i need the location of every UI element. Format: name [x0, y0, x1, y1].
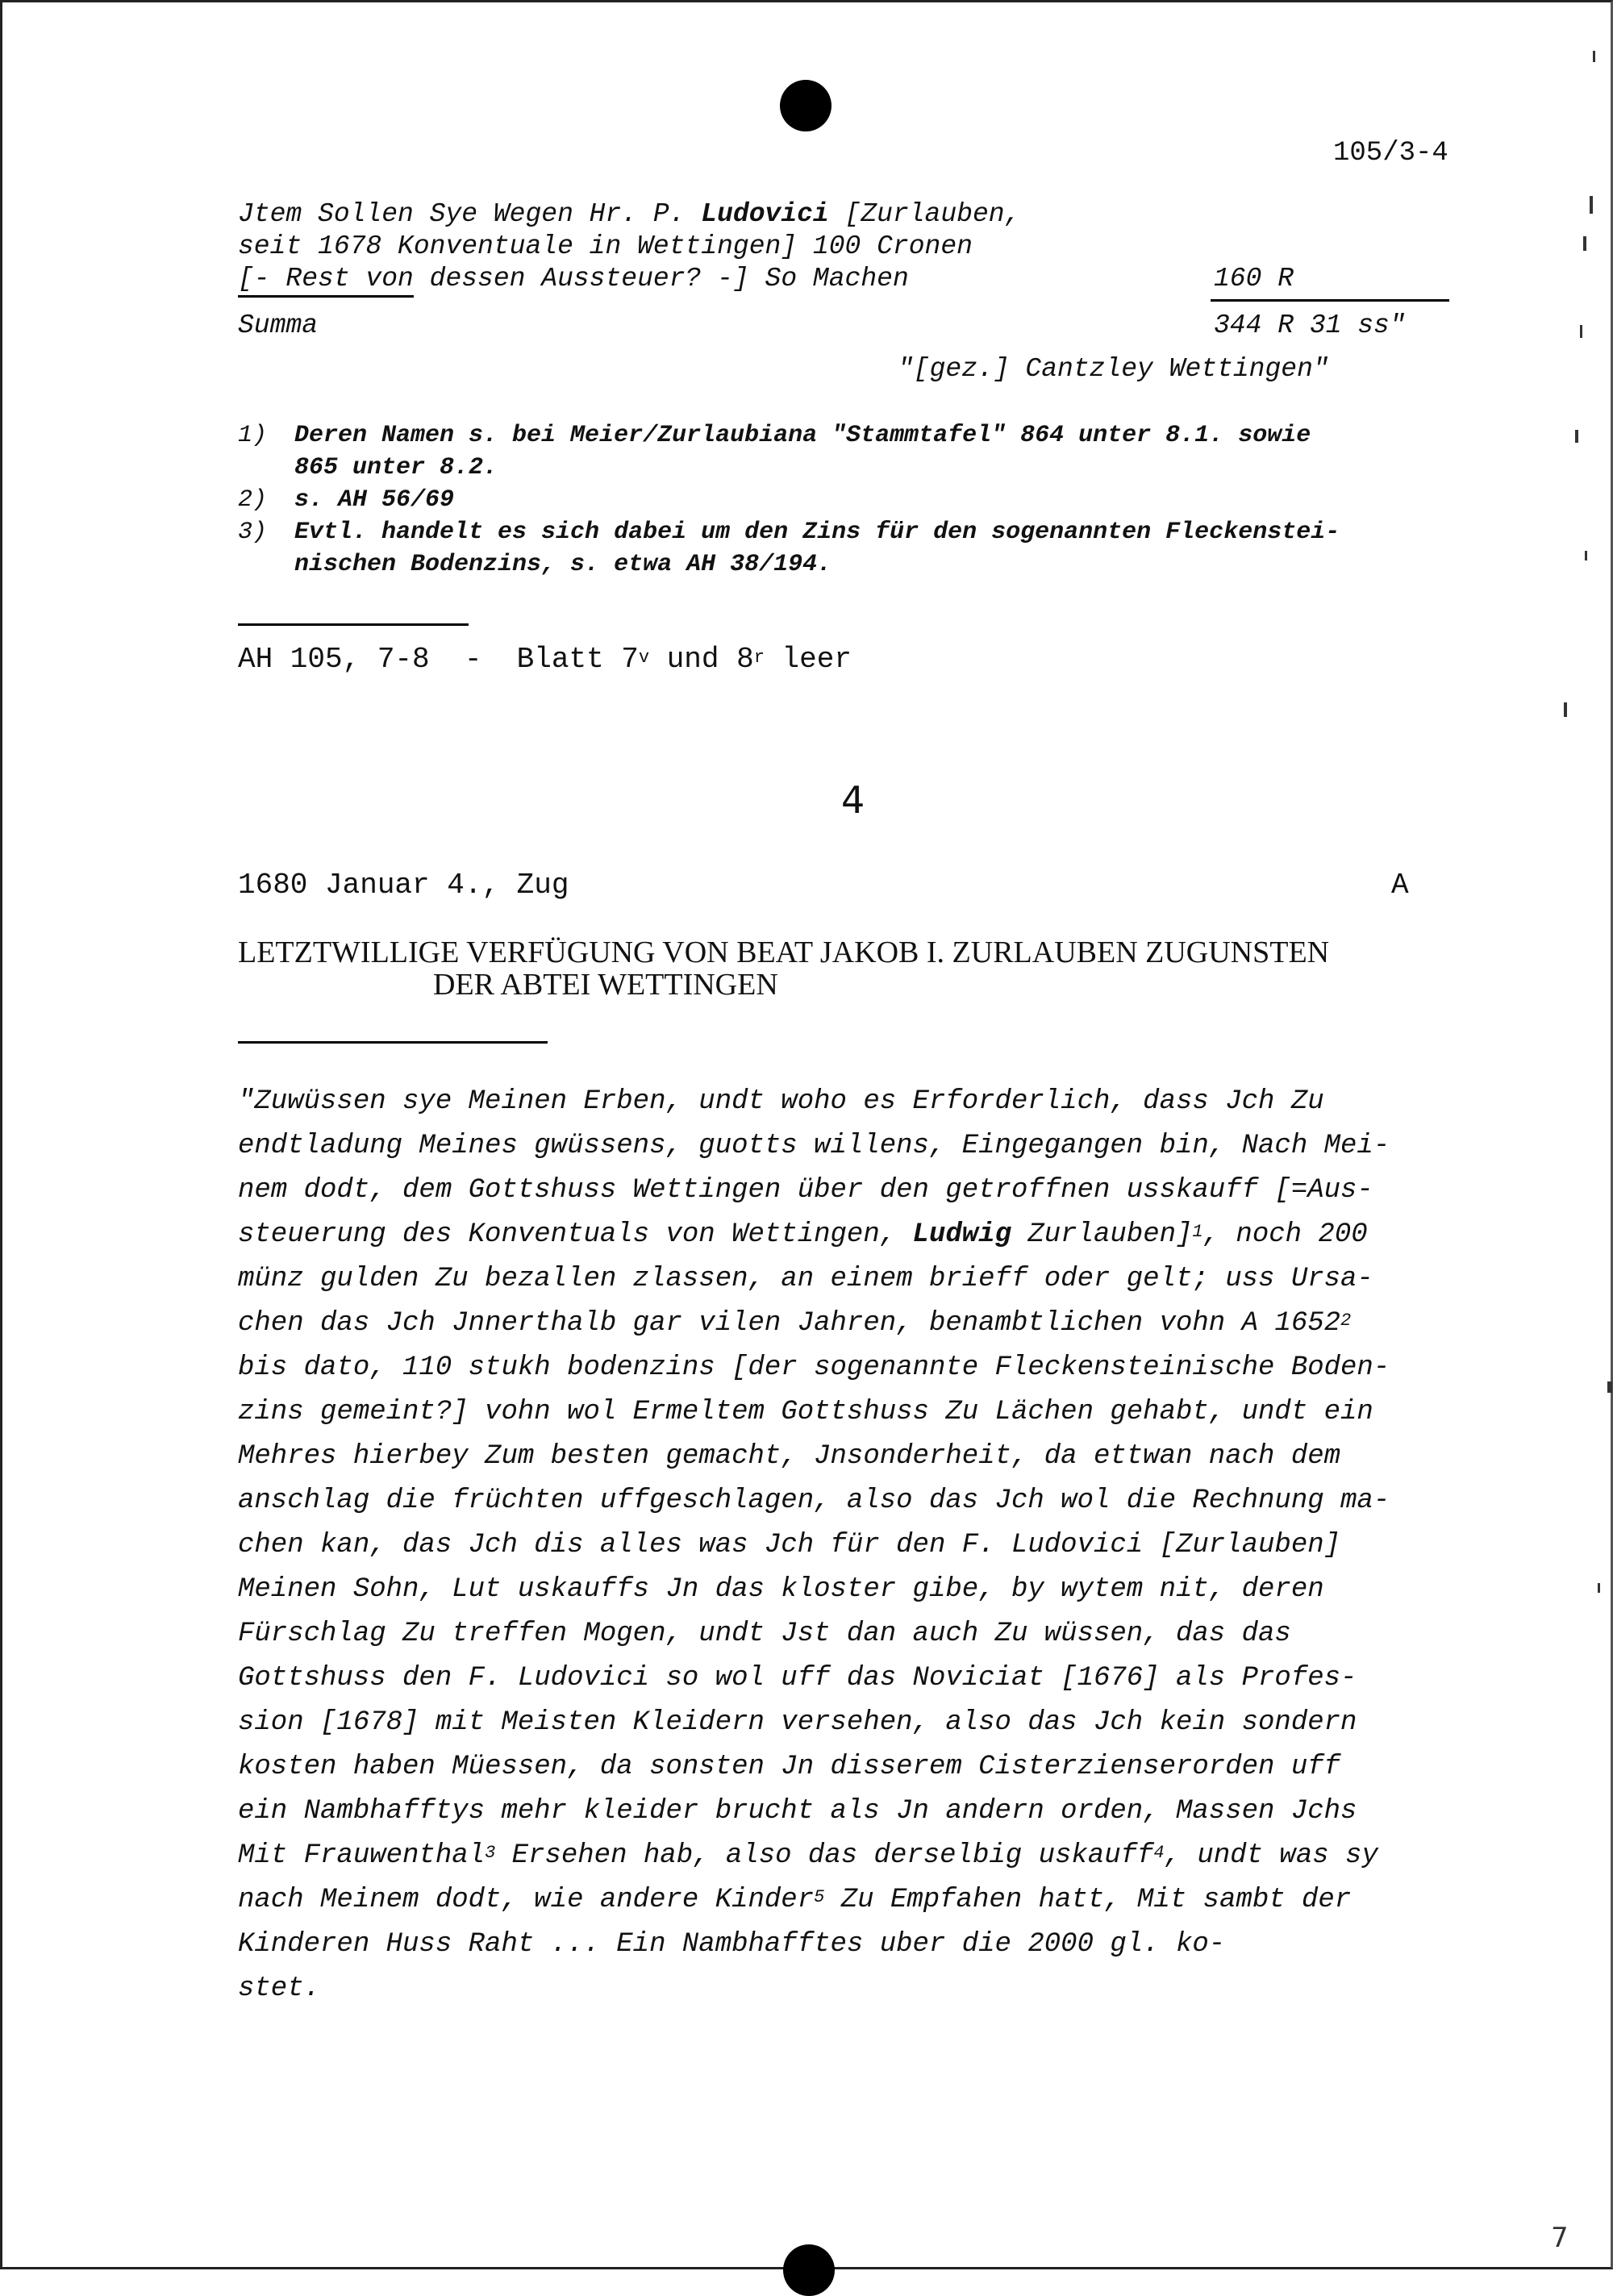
body-line: Fürschlag Zu treffen Mogen, undt Jst dan auch Zu wüssen, das das — [238, 1619, 1291, 1649]
document-title-line-2: DER ABTEI WETTINGEN — [433, 968, 778, 1002]
footnote-3: 3) Evtl. handelt es sich dabei um den Zins für den sogenannten Fleckenstei- — [238, 519, 1340, 546]
page-number: 105/3-4 — [1333, 138, 1448, 169]
footnote-3-cont: nischen Bodenzins, s. etwa AH 38/194. — [294, 551, 832, 578]
body-line: chen kan, das Jch dis alles was Jch für den F. Ludovici [Zurlauben] — [238, 1530, 1341, 1561]
scan-mark — [1590, 196, 1593, 214]
footnote-1: 1) Deren Namen s. bei Meier/Zurlaubiana "Stammtafel" 864 unter 8.1. sowie — [238, 422, 1311, 449]
scan-mark — [1580, 325, 1582, 338]
body-line: ein Nambhafftys mehr kleider brucht als Jn andern orden, Massen Jchs — [238, 1796, 1357, 1827]
footnote-ref: 4 — [1153, 1843, 1165, 1863]
body-line: kosten haben Müessen, da sonsten Jn disserem Cisterzienserorden uff — [238, 1752, 1341, 1782]
body-line: sion [1678] mit Meisten Kleidern versehen, also das Jch kein sondern — [238, 1707, 1357, 1738]
person-name: Ludwig — [912, 1219, 1011, 1250]
body-line: zins gemeint?] vohn wol Ermeltem Gottshuss Zu Lächen gehabt, undt ein — [238, 1397, 1373, 1427]
body-line: chen das Jch Jnnerthalb gar vilen Jahren, benambtlichen vohn A 1652$^2$ — [238, 1308, 1352, 1339]
body-line: nach Meinem dodt, wie andere Kinder$^5$ Zu Empfahen hatt, Mit sambt der — [238, 1885, 1352, 1915]
summa-label: Summa — [238, 310, 319, 340]
sum-rule — [1211, 299, 1449, 302]
scan-mark — [1564, 702, 1567, 717]
amount-160: 160 R — [1214, 264, 1294, 294]
scan-mark — [1585, 551, 1587, 560]
footnote-ref: 3 — [485, 1843, 496, 1863]
document-title-line-1: LETZTWILLIGE VERFÜGUNG VON BEAT JAKOB I. ZURLAUBEN ZUGUNSTEN — [238, 935, 1330, 969]
corner-handwritten-mark: 7 — [1551, 2222, 1569, 2254]
footnote-1-cont: 865 unter 8.2. — [294, 454, 498, 481]
footnote-ref: 1 — [1192, 1222, 1203, 1242]
document-letter: A — [1391, 869, 1409, 902]
body-line: Mehres hierbey Zum besten gemacht, Jnsonderheit, da ettwan nach dem — [238, 1441, 1341, 1472]
record-line-1: Jtem Sollen Sye Wegen Hr. P. Ludovici [Zurlauben, — [238, 199, 1021, 229]
person-name: Ludovici — [701, 199, 829, 229]
body-line: nem dodt, dem Gottshuss Wettingen über den getroffnen usskauff [=Aus- — [238, 1175, 1373, 1206]
record-line-3: [- Rest von dessen Aussteuer? -] So Machen — [238, 264, 909, 294]
record-line-2: seit 1678 Konventuale in Wettingen] 100 Cronen — [238, 231, 973, 261]
scan-mark — [1583, 236, 1586, 251]
body-line: Meinen Sohn, Lut uskauffs Jn das kloster gibe, by wytem nit, deren — [238, 1574, 1324, 1605]
body-line: endtladung Meines gwüssens, guotts willens, Eingegangen bin, Nach Mei- — [238, 1131, 1390, 1161]
body-line: "Zuwüssen sye Meinen Erben, undt woho es Erforderlich, dass Jch Zu — [238, 1086, 1324, 1117]
body-line: Gottshuss den F. Ludovici so wol uff das Noviciat [1676] als Profes- — [238, 1663, 1357, 1694]
body-line: bis dato, 110 stukh bodenzins [der sogenannte Fleckensteinische Boden- — [238, 1352, 1390, 1383]
sheet-note: AH 105, 7-8 - Blatt 7$^v$ und 8$^r$ leer — [238, 643, 852, 676]
footnote-ref: 5 — [814, 1887, 825, 1907]
body-line: steuerung des Konventuals von Wettingen, Ludwig Zurlauben]$^1$, noch 200 — [238, 1219, 1368, 1250]
signature: "[gez.] Cantzley Wettingen" — [898, 354, 1329, 384]
punch-hole-bottom — [783, 2244, 835, 2296]
body-line: anschlag die früchten uffgeschlagen, also das Jch wol die Rechnung ma- — [238, 1486, 1390, 1516]
section-rule-2 — [238, 1041, 548, 1044]
body-line: Kinderen Huss Raht ... Ein Nambhafftes uber die 2000 gl. ko- — [238, 1929, 1226, 1960]
footnote-2: 2) s. AH 56/69 — [238, 486, 455, 514]
summa-value: 344 R 31 ss" — [1214, 310, 1406, 340]
scan-mark — [1575, 430, 1578, 443]
body-line: münz gulden Zu bezallen zlassen, an einem brieff oder gelt; uss Ursa- — [238, 1264, 1373, 1294]
punch-hole-top — [780, 80, 832, 131]
document-date: 1680 Januar 4., Zug — [238, 869, 569, 902]
document-number: 4 — [841, 778, 865, 822]
scan-mark — [1593, 51, 1595, 62]
body-line: stet. — [238, 1973, 321, 2004]
scan-mark — [1607, 1381, 1612, 1393]
scan-mark — [1598, 1583, 1600, 1593]
footnote-ref: 2 — [1340, 1311, 1352, 1331]
body-line: Mit Frauwenthal$^3$ Ersehen hab, also das derselbig uskauff$^4$, undt was sy — [238, 1840, 1378, 1871]
section-rule-1 — [238, 623, 469, 626]
